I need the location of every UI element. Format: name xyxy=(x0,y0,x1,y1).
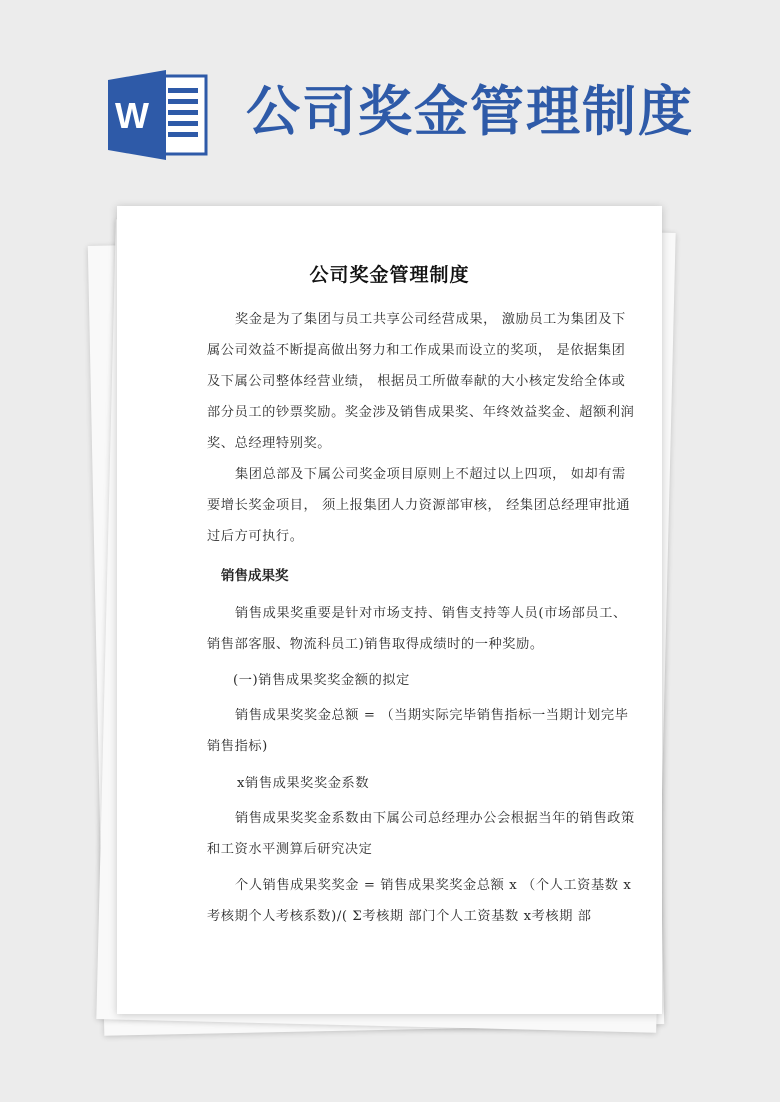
svg-text:W: W xyxy=(115,95,149,136)
formula-total: 销售成果奖奖金总额 = （当期实际完毕销售指标一当期计划完毕销售指标) xyxy=(207,708,629,754)
word-icon xyxy=(108,70,210,160)
banner xyxy=(0,0,780,200)
banner-title: 公司奖金管理制度 xyxy=(246,80,694,143)
paragraph-sales-award: 销售成果奖重要是针对市场支持、销售支持等人员(市场部员工、销售部客服、物流科员工)销售取得成绩时的一种奖励。 xyxy=(207,606,627,652)
formula-coefficient: x销售成果奖奖金系数 xyxy=(237,776,370,791)
subheading: (一)销售成果奖奖金额的拟定 xyxy=(233,673,410,688)
formula-individual: 个人销售成果奖奖金 = 销售成果奖奖金总额 x （个人工资基数 x考核期个人考核系数)/( Σ考核期 部门个人工资基数 x考核期 部 xyxy=(207,878,632,924)
paragraph-intro: 奖金是为了集团与员工共享公司经营成果， 激励员工为集团及下属公司效益不断提高做出努力和工作成果而设立的奖项， 是依据集团及下属公司整体经营业绩， 根据员工所做奉献的大小核定发给全体或部分员工的钞票奖励。奖金涉及销售成果奖、年终效益奖金、超额利润奖、总经理特别奖。 xyxy=(207,312,635,451)
paragraph-scope: 集团总部及下属公司奖金项目原则上不超过以上四项， 如却有需要增长奖金项目， 须上报集团人力资源部审核， 经集团总经理审批通过后方可执行。 xyxy=(207,467,631,544)
section-heading: 销售成果奖 xyxy=(221,568,289,584)
document-title: 公司奖金管理制度 xyxy=(309,264,470,286)
paragraph-coefficient: 销售成果奖奖金系数由下属公司总经理办公会根据当年的销售政策和工资水平测算后研究决定 xyxy=(207,811,635,857)
document-page xyxy=(117,206,662,1014)
